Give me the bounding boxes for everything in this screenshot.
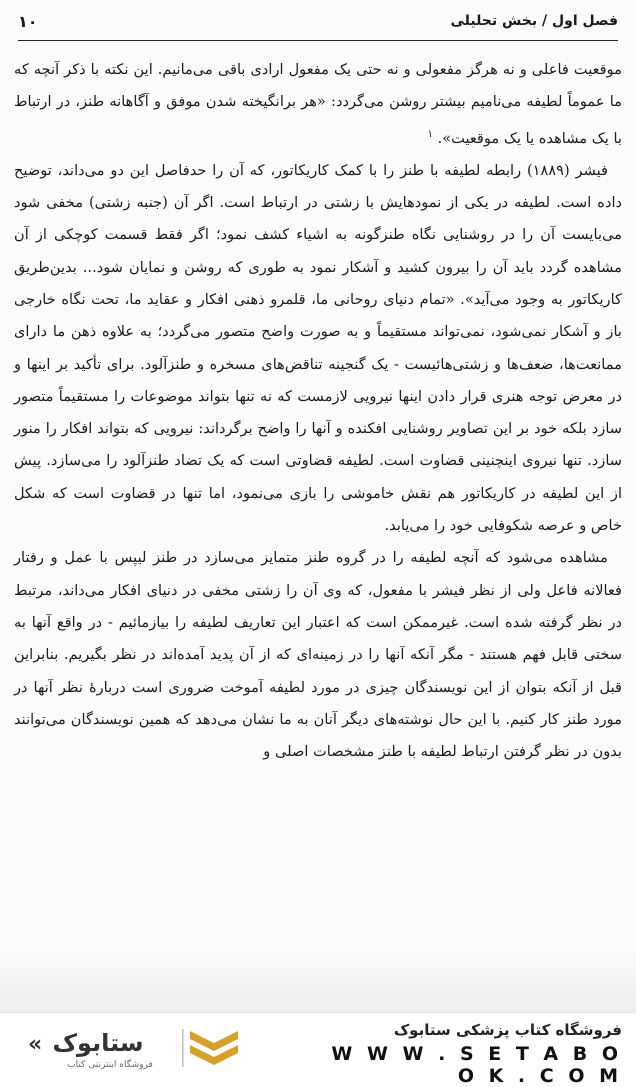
bottom-fade (0, 942, 636, 1012)
store-footer (0, 1012, 636, 1087)
setabook-logo (14, 1025, 244, 1071)
store-info (322, 1021, 622, 1087)
paragraph-1 (14, 54, 622, 155)
logo-subtext: فروشگاه اینترنتی کتاب (67, 1060, 153, 1070)
chapter-title: فصل اول / بخش تحلیلی (450, 13, 618, 29)
page-number: ۱۰ (18, 11, 38, 31)
paragraph-2: فیشر (۱۸۸۹) رابطه لطیفه با طنز را با کمک کاریکاتور، که آن را حدفاصل این دو می‌داند، توضیح داده است. لطیفه در یکی از نمودهایش با زشتی در ارتباط است. اگر آن (جنبه زشتی) مخفی شود می‌بایست آن را در روشنایی نگاه طنزگونه به اشیاء کشف نمود؛ اگر فقط قسمت کوچکی از آن مشاهده گردد باید آن را بیرون کشید و آشکار نمود به طوری که روشن و نمایان شود... بدین‌طریق کاریکاتور به وجود می‌آید». «تمام دنیای روحانی ما، قلمرو ذهنی افکار و عقاید ما، تحت نگاه خارجی باز و آشکار نمی‌شود، نمی‌تواند مستقیماً و به صورت واضح متصور می‌گردد؛ به علاوه ذهن ما دارای ممانعت‌ها، ضعف‌ها و زشتی‌هائیست - یک گنجینه تناقض‌های مسخره و طنزآلود. برای تأکید بر اینها و در معرض توجه هنری قرار دادن اینها نیرویی لازمست که نه تنها بتواند موضوعات را مستقیماً متصور سازد بلکه خود بر این تصاویر روشنایی افکنده و آنها را واضح برگرداند: نیرویی که بتواند افکار را منور سازد. تنها نیروی اینچنینی قضاوت است. لطیفه قضاوتی است که یک تضاد طنزآلود را می‌سازد. پیش از این لطیفه در کاریکاتور هم نقش خاموشی را بازی می‌نمود، اما تنها در قضاوت است که شکل خاص و عرصه شکوفایی خود را می‌یابد. (14, 161, 622, 535)
logo-text: ستابوک (52, 1029, 144, 1057)
store-url[interactable]: W W W . S E T A B O O K . C O M (331, 1043, 622, 1087)
page-header (18, 6, 618, 36)
page-body (14, 54, 622, 768)
paragraph-3: مشاهده می‌شود که آنچه لطیفه را در گروه طنز متمایز می‌سازد در طنز لیپس با عمل و رفتار فعالانه فاعل ولی از نظر فیشر با مفعول، که وی آن را زشتی مخفی در دنیای افکار می‌داند، مرتبط در نظر گرفته شده است. غیرممکن است که اعتبار این تعاریف لطیفه را بیازمائیم - در واقع آنها به سختی قابل فهم هستند - مگر آنکه آنها را در زمینه‌ای که از آن پدید آمده‌اند در نظر بگیریم. بنابراین قبل از آنکه بتوان از این نویسندگان چیزی در مورد لطیفه آموخت ضروری است دربارهٔ نظر آنها در مورد طنز کار کنیم. با این حال نوشته‌های دیگر آنان به ما نشان می‌دهد که همین نویسندگان می‌توانند بدون در نظر گرفتن ارتباط لطیفه با طنز مشخصات اصلی و (14, 549, 622, 761)
logo-chevron-icon (190, 1031, 238, 1065)
paragraph-1-text: موقعیت فاعلی و نه هرگز مفعولی و نه حتی یک مفعول ارادی باقی می‌مانیم. این نکته با ذکر آنچه که ما عموماً لطیفه می‌نامیم بیشتر روشن می‌گردد: «هر برانگیخته شدن موفق و آگاهانه طنز، در ارتباط با یک مشاهده یا یک موقعیت». (14, 61, 622, 147)
footnote-marker: ۱ (427, 128, 433, 140)
store-name: فروشگاه کتاب پزشکی ستابوک (393, 1021, 622, 1039)
header-rule (18, 40, 618, 41)
logo-arrows-icon: « (28, 1032, 43, 1057)
